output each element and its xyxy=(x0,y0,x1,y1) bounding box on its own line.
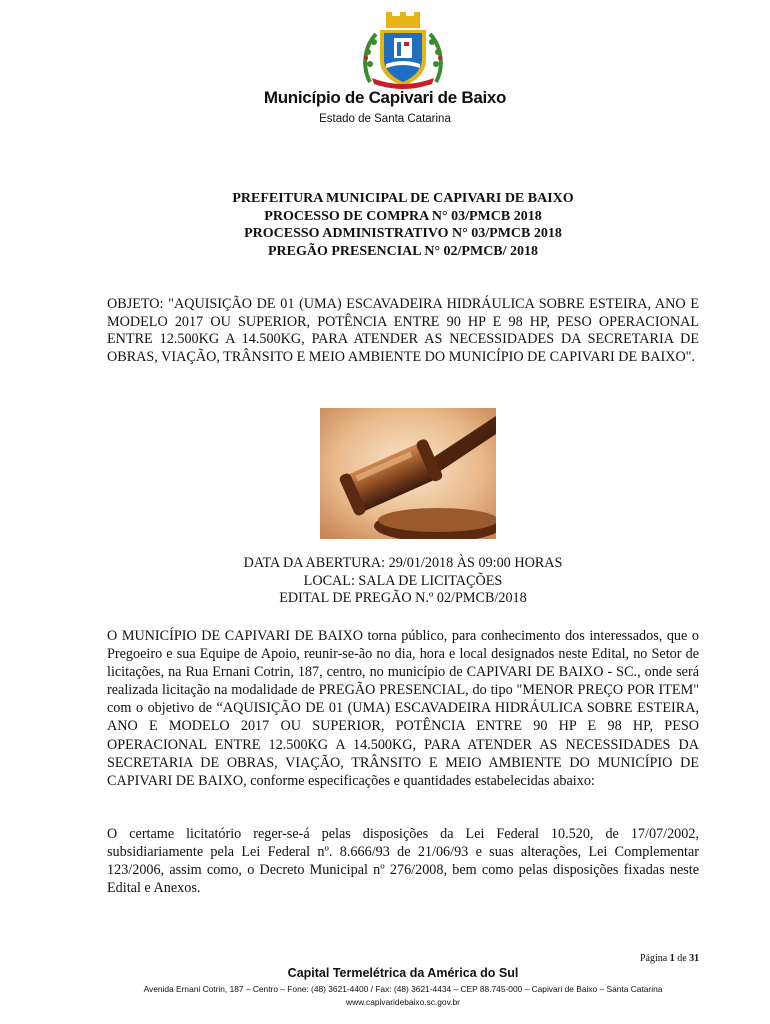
page-total: 31 xyxy=(689,953,700,964)
municipality-name: Município de Capivari de Baixo xyxy=(263,88,507,107)
opening-date: DATA DA ABERTURA: 29/01/2018 ÀS 09:00 HORAS xyxy=(243,555,563,571)
process-header xyxy=(0,190,770,260)
opening-location: LOCAL: SALA DE LICITAÇÕES xyxy=(303,572,503,589)
opening-info xyxy=(0,555,770,608)
process-line: PROCESSO ADMINISTRATIVO N° 03/PMCB 2018 xyxy=(244,226,562,241)
edital-number: EDITAL DE PREGÃO N.º 02/PMCB/2018 xyxy=(279,590,527,606)
page-number xyxy=(640,953,699,964)
page-prefix: Página xyxy=(640,953,668,964)
process-line: PROCESSO DE COMPRA N° 03/PMCB 2018 xyxy=(264,208,542,224)
gavel-image xyxy=(320,408,496,539)
footer-address: Avenida Ernani Cotrin, 187 – Centro – Fone: (48) 3621-4400 / Fax: (48) 3621-4434 – CEP 88.745-000 – Capivari de Baixo – Santa Catarina xyxy=(143,984,663,994)
footer-website: www.capivaridebaixo.sc.gov.br xyxy=(346,997,460,1007)
page-current: 1 xyxy=(669,953,675,964)
body-paragraph: O MUNICÍPIO DE CAPIVARI DE BAIXO torna público, para conhecimento dos interessados, que o Pregoeiro e sua Equipe de Apoio, reunir-se-ão no dia, hora e local designados neste Edital, no Setor de licitações, na Rua Ernani Cotrin, 187, centro, no município de CAPIVARI DE BAIXO - SC., onde será realizada licitação na modalidade de PREGÃO PRESENCIAL, do tipo "MENOR PREÇO POR ITEM" com o objetivo de “AQUISIÇÃO DE 01 (UMA) ESCAVADEIRA HIDRÁULICA SOBRE ESTEIRA, ANO E MODELO 2017 OU SUPERIOR, POTÊNCIA ENTRE 90 HP E 98 HP, PESO OPERACIONAL ENTRE 12.500KG A 14.500KG, PARA ATENDER AS NECESSIDADES DA SECRETARIA DE OBRAS, VIAÇÃO, TRÂNSITO E MEIO AMBIENTE DO MUNICÍPIO DE CAPIVARI DE BAIXO, conforme especificações e quantidades estabelecidas abaixo: xyxy=(107,628,699,789)
objeto-paragraph: OBJETO: "AQUISIÇÃO DE 01 (UMA) ESCAVADEIRA HIDRÁULICA SOBRE ESTEIRA, ANO E MODELO 2017 OU SUPERIOR, POTÊNCIA ENTRE 90 HP E 98 HP, PESO OPERACIONAL ENTRE 12.500KG A 14.500KG, PARA ATENDER AS NECESSIDADES DA SECRETARIA DE OBRAS, VIAÇÃO, TRÂNSITO E MEIO AMBIENTE DO MUNICÍPIO DE CAPIVARI DE BAIXO". xyxy=(107,296,699,365)
municipal-coat-of-arms xyxy=(356,12,450,90)
process-line: PREGÃO PRESENCIAL N° 02/PMCB/ 2018 xyxy=(267,243,539,259)
footer-title: Capital Termelétrica da América do Sul xyxy=(287,966,519,980)
state-name: Estado de Santa Catarina xyxy=(319,113,451,125)
page-separator: de xyxy=(677,953,687,964)
process-line: PREFEITURA MUNICIPAL DE CAPIVARI DE BAIXO xyxy=(232,191,574,206)
body-paragraph: O certame licitatório reger-se-á pelas disposições da Lei Federal 10.520, de 17/07/2002, subsidiariamente pela Lei Federal nº. 8.666/93 de 21/06/93 e suas alterações, Lei Complementar 123/2006, assim como, o Decreto Municipal nº 276/2008, bem como pelas disposições fixadas neste Edital e Anexos. xyxy=(107,826,699,897)
